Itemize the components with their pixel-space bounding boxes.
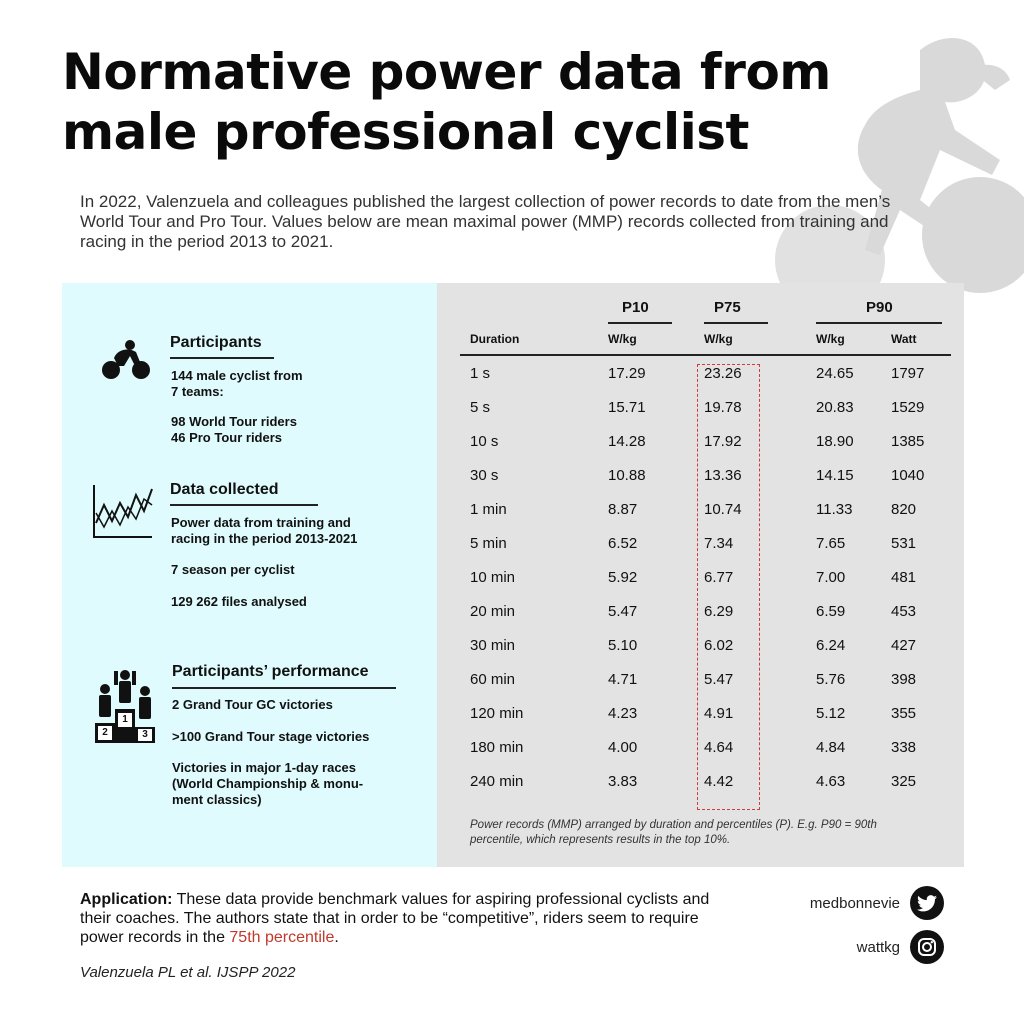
p90-watt-cell: 427 [891, 636, 917, 654]
p90-watt-cell: 325 [891, 772, 917, 790]
p10-wkg-cell: 4.23 [608, 704, 638, 722]
p90-wkg-cell: 5.12 [816, 704, 846, 722]
study-info-panel [62, 283, 437, 867]
duration-cell: 30 s [470, 466, 499, 484]
column-header-row [460, 324, 951, 355]
p75-wkg-cell: 7.34 [704, 534, 734, 552]
p90-watt-cell: 481 [891, 568, 917, 586]
performance-rule [172, 687, 396, 689]
p90-wkg-cell: 4.63 [816, 772, 846, 790]
p90-watt-cell: 453 [891, 602, 917, 620]
performance-title: Participants’ performance [172, 663, 369, 680]
p75-wkg-cell: 4.91 [704, 704, 734, 722]
twitter-link[interactable] [810, 886, 944, 920]
p90-watt-cell: 355 [891, 704, 917, 722]
duration-cell: 1 min [470, 500, 507, 518]
data-collected-title: Data collected [170, 481, 279, 498]
p90-wkg-cell: 7.00 [816, 568, 846, 586]
p75-highlight-box [697, 364, 760, 810]
intro-paragraph: In 2022, Valenzuela and colleagues published the largest collection of power records to date from the men’s World Tour and Pro Tour. Values below are mean maximal power (MMP) records collected from training and racing in the period 2013 to 2021. [80, 192, 891, 251]
group-header-row [460, 290, 951, 324]
p90-wkg-cell: 5.76 [816, 670, 846, 688]
p90-watt-cell: 1385 [891, 432, 925, 450]
podium-number-1: 1 [118, 713, 132, 727]
p90-watt-cell: 1797 [891, 364, 925, 382]
column-header-p90-watt: Watt [891, 324, 951, 355]
p90-watt-cell: 820 [891, 500, 917, 518]
application-end: . [334, 929, 339, 946]
cyclist-icon [100, 338, 152, 380]
duration-cell: 240 min [470, 772, 524, 790]
p75-wkg-cell: 4.64 [704, 738, 734, 756]
data-collected-files: 129 262 files analysed [171, 594, 307, 609]
p90-wkg-cell: 4.84 [816, 738, 846, 756]
data-collected-seasons: 7 season per cyclist [171, 562, 295, 577]
p10-wkg-cell: 5.47 [608, 602, 638, 620]
column-header-duration: Duration [460, 324, 608, 355]
twitter-handle: medbonnevie [809, 894, 900, 912]
p75-wkg-cell: 6.77 [704, 568, 734, 586]
p75-wkg-cell: 6.29 [704, 602, 734, 620]
performance-gc: 2 Grand Tour GC victories [172, 697, 333, 712]
performance-stages: >100 Grand Tour stage victories [172, 729, 370, 744]
data-collected-period: Power data from training and racing in the period 2013-2021 [171, 515, 358, 546]
application-paragraph [80, 890, 720, 947]
duration-cell: 30 min [470, 636, 516, 654]
p90-wkg-cell: 6.59 [816, 602, 846, 620]
p10-wkg-cell: 4.00 [608, 738, 638, 756]
p75-wkg-cell: 6.02 [704, 636, 734, 654]
title-line-2: male professional cyclist [62, 103, 749, 161]
p10-wkg-cell: 17.29 [608, 364, 646, 382]
participants-riders: 98 World Tour riders 46 Pro Tour riders [171, 414, 297, 445]
p10-wkg-cell: 14.28 [608, 432, 646, 450]
p10-wkg-cell: 5.10 [608, 636, 638, 654]
p10-wkg-cell: 3.83 [608, 772, 638, 790]
duration-cell: 10 min [470, 568, 516, 586]
column-header-p10-wkg: W/kg [608, 324, 704, 355]
performance-one-day: Victories in major 1-day races (World Championship & monu- ment classics) [172, 760, 364, 807]
podium-icon [94, 667, 156, 745]
instagram-link[interactable] [857, 930, 944, 964]
podium-number-3: 3 [138, 729, 152, 741]
duration-cell: 5 s [470, 398, 491, 416]
duration-cell: 10 s [470, 432, 499, 450]
p90-wkg-cell: 18.90 [816, 432, 854, 450]
group-header-p90: P90 [816, 290, 951, 324]
duration-cell: 120 min [470, 704, 524, 722]
page-title [62, 42, 862, 162]
p75-wkg-cell: 17.92 [704, 432, 742, 450]
p90-watt-cell: 398 [891, 670, 917, 688]
duration-cell: 5 min [470, 534, 507, 552]
p90-wkg-cell: 14.15 [816, 466, 854, 484]
table-footnote: Power records (MMP) arranged by duration and percentiles (P). E.g. P90 = 90th percentile, which represents results in the top 10%. [470, 819, 877, 846]
p90-wkg-cell: 7.65 [816, 534, 846, 552]
application-label: Application: [80, 891, 173, 908]
p10-wkg-cell: 6.52 [608, 534, 638, 552]
p90-wkg-cell: 24.65 [816, 364, 854, 382]
p90-watt-cell: 1040 [891, 466, 925, 484]
participants-teams: 144 male cyclist from 7 teams: [171, 368, 303, 399]
p90-wkg-cell: 11.33 [816, 500, 853, 518]
p75-wkg-cell: 23.26 [704, 364, 742, 382]
p10-wkg-cell: 5.92 [608, 568, 638, 586]
application-highlight: 75th percentile [229, 929, 335, 946]
group-header-p10: P10 [608, 290, 704, 324]
participants-rule [170, 357, 274, 359]
title-line-1: Normative power data from [62, 43, 831, 101]
duration-cell: 1 s [470, 364, 491, 382]
p75-wkg-cell: 4.42 [704, 772, 734, 790]
p10-wkg-cell: 10.88 [608, 466, 646, 484]
p10-wkg-cell: 15.71 [608, 398, 646, 416]
twitter-icon[interactable] [910, 886, 944, 920]
p75-wkg-cell: 19.78 [704, 398, 742, 416]
p90-wkg-cell: 20.83 [816, 398, 854, 416]
duration-cell: 180 min [470, 738, 524, 756]
p75-wkg-cell: 5.47 [704, 670, 734, 688]
column-header-p90-wkg: W/kg [816, 324, 891, 355]
p90-wkg-cell: 6.24 [816, 636, 846, 654]
p90-watt-cell: 338 [891, 738, 917, 756]
p90-watt-cell: 531 [891, 534, 917, 552]
p75-wkg-cell: 10.74 [704, 500, 742, 518]
p90-watt-cell: 1529 [891, 398, 925, 416]
column-header-p75-wkg: W/kg [704, 324, 816, 355]
participants-title: Participants [170, 334, 262, 351]
p10-wkg-cell: 4.71 [608, 670, 638, 688]
line-chart-icon [92, 483, 154, 539]
application-text: These data provide benchmark values for aspiring professional cyclists and their coaches. The authors state that in order to be “competitive”, riders seem to require power records in the [80, 891, 710, 946]
instagram-handle: wattkg [856, 938, 900, 956]
data-collected-rule [170, 504, 318, 506]
podium-number-2: 2 [98, 726, 112, 740]
p75-wkg-cell: 13.36 [704, 466, 742, 484]
group-header-p75: P75 [704, 290, 816, 324]
duration-cell: 20 min [470, 602, 516, 620]
p10-wkg-cell: 8.87 [608, 500, 638, 518]
citation: Valenzuela PL et al. IJSPP 2022 [80, 964, 296, 981]
duration-cell: 60 min [470, 670, 516, 688]
instagram-icon[interactable] [910, 930, 944, 964]
